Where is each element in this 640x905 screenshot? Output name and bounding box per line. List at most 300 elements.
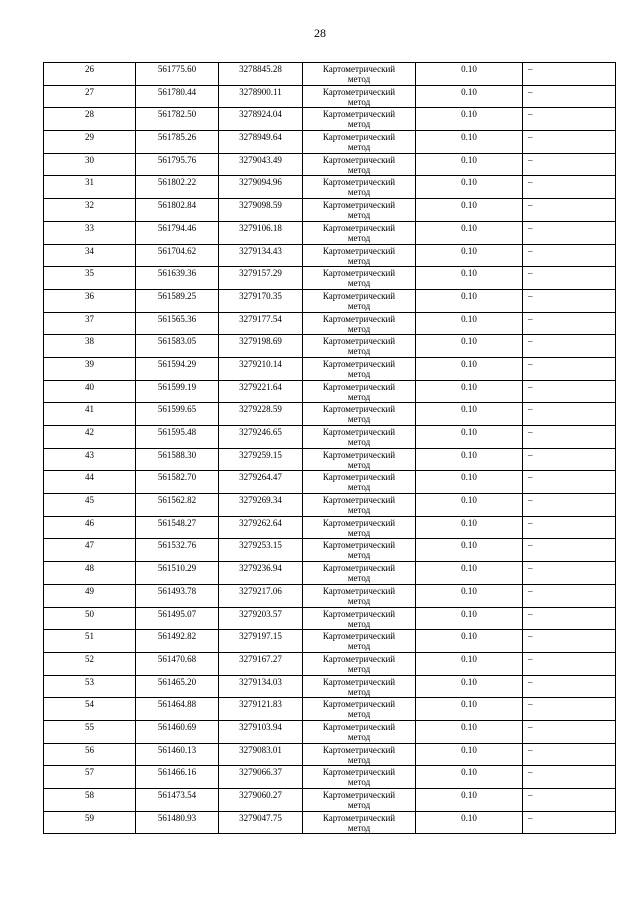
accuracy-cell-text: 0.10 (461, 608, 477, 619)
x-coordinate-cell-text: 561460.69 (157, 721, 197, 732)
table-row (44, 630, 616, 653)
extra-cell (523, 131, 616, 154)
y-coordinate-cell (219, 494, 303, 517)
y-coordinate-cell (219, 85, 303, 108)
table-row (44, 357, 616, 380)
accuracy-cell (416, 698, 523, 721)
method-cell (303, 720, 416, 743)
point-number-cell (44, 199, 136, 222)
extra-cell (523, 176, 616, 199)
accuracy-cell (416, 448, 523, 471)
y-coordinate-cell (219, 131, 303, 154)
method-cell-text: Картометрический метод (322, 812, 396, 833)
accuracy-cell-text: 0.10 (461, 404, 477, 415)
extra-cell (523, 448, 616, 471)
x-coordinate-cell-text: 561780.44 (157, 86, 197, 97)
y-coordinate-cell (219, 584, 303, 607)
extra-cell-text: – (528, 404, 533, 415)
point-number-cell-text: 54 (85, 699, 94, 710)
accuracy-cell (416, 221, 523, 244)
extra-cell (523, 289, 616, 312)
point-number-cell (44, 380, 136, 403)
extra-cell-text: – (528, 313, 533, 324)
point-number-cell (44, 335, 136, 358)
x-coordinate-cell (136, 199, 219, 222)
point-number-cell-text: 52 (85, 653, 94, 664)
point-number-cell (44, 539, 136, 562)
table-row (44, 494, 616, 517)
x-coordinate-cell-text: 561704.62 (157, 245, 197, 256)
x-coordinate-cell (136, 108, 219, 131)
method-cell-text: Картометрический метод (322, 177, 396, 198)
extra-cell-text: – (528, 721, 533, 732)
accuracy-cell (416, 675, 523, 698)
extra-cell (523, 789, 616, 812)
y-coordinate-cell-text: 3279264.47 (239, 472, 282, 483)
method-cell (303, 312, 416, 335)
extra-cell (523, 403, 616, 426)
accuracy-cell-text: 0.10 (461, 721, 477, 732)
table-row (44, 335, 616, 358)
accuracy-cell (416, 494, 523, 517)
accuracy-cell (416, 607, 523, 630)
x-coordinate-cell (136, 289, 219, 312)
extra-cell-text: – (528, 200, 533, 211)
y-coordinate-cell (219, 766, 303, 789)
extra-cell-text: – (528, 608, 533, 619)
x-coordinate-cell-text: 561465.20 (157, 676, 197, 687)
x-coordinate-cell-text: 561583.05 (157, 336, 197, 347)
point-number-cell (44, 743, 136, 766)
x-coordinate-cell (136, 267, 219, 290)
point-number-cell (44, 403, 136, 426)
x-coordinate-cell-text: 561594.29 (157, 358, 197, 369)
method-cell (303, 108, 416, 131)
point-number-cell (44, 357, 136, 380)
point-number-cell-text: 31 (85, 177, 94, 188)
extra-cell (523, 539, 616, 562)
method-cell (303, 380, 416, 403)
point-number-cell-text: 58 (85, 790, 94, 800)
accuracy-cell (416, 380, 523, 403)
method-cell (303, 743, 416, 766)
point-number-cell-text: 38 (85, 336, 94, 347)
x-coordinate-cell-text: 561473.54 (157, 790, 197, 800)
point-number-cell (44, 471, 136, 494)
x-coordinate-cell (136, 607, 219, 630)
method-cell (303, 789, 416, 812)
x-coordinate-cell-text: 561639.36 (157, 268, 197, 279)
point-number-cell (44, 153, 136, 176)
x-coordinate-cell (136, 630, 219, 653)
accuracy-cell (416, 85, 523, 108)
table-row (44, 675, 616, 698)
x-coordinate-cell (136, 221, 219, 244)
method-cell (303, 811, 416, 834)
x-coordinate-cell (136, 335, 219, 358)
table-row (44, 607, 616, 630)
extra-cell (523, 63, 616, 86)
table-row (44, 312, 616, 335)
y-coordinate-cell-text: 3279167.27 (239, 653, 282, 664)
x-coordinate-cell-text: 561460.13 (157, 744, 197, 755)
table-row (44, 267, 616, 290)
table-row (44, 403, 616, 426)
x-coordinate-cell-text: 561510.29 (157, 563, 197, 574)
point-number-cell (44, 267, 136, 290)
method-cell-text: Картометрический метод (322, 313, 396, 334)
y-coordinate-cell-text: 3279083.01 (239, 744, 282, 755)
extra-cell-text: – (528, 699, 533, 710)
y-coordinate-cell (219, 153, 303, 176)
y-coordinate-cell (219, 199, 303, 222)
accuracy-cell-text: 0.10 (461, 540, 477, 551)
extra-cell (523, 380, 616, 403)
accuracy-cell (416, 335, 523, 358)
table-row (44, 221, 616, 244)
method-cell-text: Картометрический метод (322, 790, 396, 810)
y-coordinate-cell-text: 3279203.57 (239, 608, 282, 619)
table-row (44, 539, 616, 562)
accuracy-cell-text: 0.10 (461, 472, 477, 483)
accuracy-cell (416, 267, 523, 290)
extra-cell (523, 153, 616, 176)
y-coordinate-cell (219, 176, 303, 199)
x-coordinate-cell (136, 380, 219, 403)
point-number-cell-text: 30 (85, 154, 94, 165)
point-number-cell-text: 47 (85, 540, 94, 551)
y-coordinate-cell (219, 221, 303, 244)
x-coordinate-cell-text: 561548.27 (157, 517, 197, 528)
y-coordinate-cell (219, 312, 303, 335)
point-number-cell (44, 584, 136, 607)
method-cell (303, 471, 416, 494)
table-row (44, 85, 616, 108)
point-number-cell-text: 36 (85, 290, 94, 301)
extra-cell-text: – (528, 222, 533, 233)
x-coordinate-cell-text: 561588.30 (157, 449, 197, 460)
y-coordinate-cell (219, 244, 303, 267)
accuracy-cell (416, 357, 523, 380)
point-number-cell-text: 57 (85, 767, 94, 778)
accuracy-cell-text: 0.10 (461, 744, 477, 755)
x-coordinate-cell-text: 561785.26 (157, 132, 197, 143)
method-cell (303, 766, 416, 789)
extra-cell (523, 221, 616, 244)
point-number-cell-text: 41 (85, 404, 94, 415)
y-coordinate-cell-text: 3279262.64 (239, 517, 282, 528)
y-coordinate-cell-text: 3279246.65 (239, 427, 282, 437)
method-cell-text: Картометрический метод (322, 404, 396, 425)
y-coordinate-cell-text: 3279157.29 (239, 268, 282, 279)
y-coordinate-cell-text: 3279094.96 (239, 177, 282, 188)
accuracy-cell (416, 131, 523, 154)
y-coordinate-cell-text: 3279221.64 (239, 381, 282, 392)
point-number-cell-text: 50 (85, 608, 94, 619)
table-row (44, 176, 616, 199)
accuracy-cell-text: 0.10 (461, 358, 477, 369)
accuracy-cell-text: 0.10 (461, 109, 477, 120)
extra-cell-text: – (528, 540, 533, 551)
accuracy-cell (416, 539, 523, 562)
x-coordinate-cell (136, 131, 219, 154)
extra-cell-text: – (528, 268, 533, 279)
extra-cell (523, 357, 616, 380)
x-coordinate-cell (136, 675, 219, 698)
method-cell (303, 675, 416, 698)
extra-cell (523, 720, 616, 743)
x-coordinate-cell (136, 562, 219, 585)
method-cell (303, 516, 416, 539)
accuracy-cell-text: 0.10 (461, 767, 477, 778)
point-number-cell-text: 40 (85, 381, 94, 392)
y-coordinate-cell-text: 3279236.94 (239, 563, 282, 574)
accuracy-cell-text: 0.10 (461, 64, 477, 74)
x-coordinate-cell (136, 312, 219, 335)
x-coordinate-cell (136, 448, 219, 471)
x-coordinate-cell-text: 561480.93 (157, 812, 197, 823)
table-row (44, 562, 616, 585)
extra-cell (523, 244, 616, 267)
x-coordinate-cell (136, 652, 219, 675)
accuracy-cell-text: 0.10 (461, 812, 477, 823)
x-coordinate-cell (136, 63, 219, 86)
extra-cell (523, 766, 616, 789)
x-coordinate-cell-text: 561466.16 (157, 767, 197, 778)
table-row (44, 743, 616, 766)
point-number-cell-text: 33 (85, 222, 94, 233)
y-coordinate-cell (219, 630, 303, 653)
accuracy-cell (416, 766, 523, 789)
point-number-cell (44, 516, 136, 539)
extra-cell-text: – (528, 790, 533, 800)
method-cell-text: Картометрический метод (322, 336, 396, 357)
page-number: 28 (314, 26, 326, 40)
x-coordinate-cell (136, 789, 219, 812)
table-row (44, 448, 616, 471)
x-coordinate-cell-text: 561464.88 (157, 699, 197, 710)
accuracy-cell (416, 244, 523, 267)
accuracy-cell (416, 516, 523, 539)
point-number-cell (44, 448, 136, 471)
table-row (44, 131, 616, 154)
point-number-cell-text: 46 (85, 517, 94, 528)
y-coordinate-cell (219, 357, 303, 380)
table-row (44, 471, 616, 494)
y-coordinate-cell-text: 3279043.49 (239, 154, 282, 165)
accuracy-cell (416, 176, 523, 199)
extra-cell-text: – (528, 563, 533, 574)
point-number-cell-text: 34 (85, 245, 94, 256)
extra-cell-text: – (528, 109, 533, 120)
extra-cell-text: – (528, 427, 533, 437)
method-cell (303, 335, 416, 358)
x-coordinate-cell (136, 584, 219, 607)
table-row (44, 153, 616, 176)
table-row (44, 584, 616, 607)
x-coordinate-cell-text: 561599.19 (157, 381, 197, 392)
extra-cell-text: – (528, 86, 533, 97)
table-row (44, 63, 616, 86)
point-number-cell (44, 176, 136, 199)
method-cell (303, 131, 416, 154)
accuracy-cell-text: 0.10 (461, 222, 477, 233)
method-cell (303, 630, 416, 653)
method-cell-text: Картометрический метод (322, 585, 396, 606)
x-coordinate-cell (136, 720, 219, 743)
accuracy-cell (416, 743, 523, 766)
table-row (44, 811, 616, 834)
point-number-cell (44, 720, 136, 743)
method-cell-text: Картометрический метод (322, 608, 396, 629)
y-coordinate-cell-text: 3279259.15 (239, 449, 282, 460)
method-cell-text: Картометрический метод (322, 653, 396, 674)
x-coordinate-cell (136, 539, 219, 562)
extra-cell-text: – (528, 290, 533, 301)
point-number-cell-text: 37 (85, 313, 94, 324)
method-cell-text: Картометрический метод (322, 449, 396, 470)
method-cell-text: Картометрический метод (322, 290, 396, 311)
point-number-cell (44, 131, 136, 154)
extra-cell (523, 562, 616, 585)
extra-cell-text: – (528, 336, 533, 347)
y-coordinate-cell-text: 3279177.54 (239, 313, 282, 324)
accuracy-cell (416, 630, 523, 653)
y-coordinate-cell-text: 3279103.94 (239, 721, 282, 732)
extra-cell-text: – (528, 812, 533, 823)
extra-cell (523, 267, 616, 290)
accuracy-cell (416, 789, 523, 812)
method-cell (303, 403, 416, 426)
method-cell-text: Картометрический метод (322, 132, 396, 153)
x-coordinate-cell-text: 561589.25 (157, 290, 197, 301)
point-number-cell (44, 108, 136, 131)
method-cell-text: Картометрический метод (322, 472, 396, 493)
method-cell-text: Картометрический метод (322, 381, 396, 402)
accuracy-cell (416, 312, 523, 335)
point-number-cell-text: 39 (85, 358, 94, 369)
point-number-cell-text: 55 (85, 721, 94, 732)
accuracy-cell-text: 0.10 (461, 699, 477, 710)
accuracy-cell (416, 652, 523, 675)
method-cell (303, 652, 416, 675)
point-number-cell (44, 494, 136, 517)
point-number-cell (44, 426, 136, 449)
extra-cell-text: – (528, 517, 533, 528)
y-coordinate-cell-text: 3279106.18 (239, 222, 282, 233)
method-cell (303, 539, 416, 562)
accuracy-cell-text: 0.10 (461, 676, 477, 687)
y-coordinate-cell (219, 811, 303, 834)
table-row (44, 289, 616, 312)
accuracy-cell-text: 0.10 (461, 449, 477, 460)
y-coordinate-cell (219, 789, 303, 812)
point-number-cell (44, 244, 136, 267)
x-coordinate-cell (136, 176, 219, 199)
point-number-cell-text: 43 (85, 449, 94, 460)
x-coordinate-cell-text: 561782.50 (157, 109, 197, 120)
extra-cell-text: – (528, 676, 533, 687)
extra-cell-text: – (528, 177, 533, 188)
accuracy-cell-text: 0.10 (461, 631, 477, 642)
point-number-cell (44, 221, 136, 244)
x-coordinate-cell (136, 357, 219, 380)
extra-cell-text: – (528, 245, 533, 256)
extra-cell (523, 516, 616, 539)
y-coordinate-cell (219, 539, 303, 562)
method-cell-text: Картометрический метод (322, 631, 396, 652)
point-number-cell (44, 85, 136, 108)
x-coordinate-cell-text: 561802.84 (157, 200, 197, 211)
coordinates-table-body (44, 63, 616, 834)
x-coordinate-cell (136, 471, 219, 494)
method-cell (303, 562, 416, 585)
extra-cell-text: – (528, 381, 533, 392)
accuracy-cell-text: 0.10 (461, 495, 477, 506)
accuracy-cell (416, 63, 523, 86)
point-number-cell-text: 42 (85, 427, 94, 437)
point-number-cell (44, 789, 136, 812)
y-coordinate-cell-text: 3279210.14 (239, 358, 282, 369)
table-row (44, 108, 616, 131)
extra-cell-text: – (528, 495, 533, 506)
accuracy-cell-text: 0.10 (461, 563, 477, 574)
x-coordinate-cell (136, 426, 219, 449)
y-coordinate-cell-text: 3279197.15 (239, 631, 282, 642)
y-coordinate-cell (219, 335, 303, 358)
table-row (44, 380, 616, 403)
y-coordinate-cell (219, 108, 303, 131)
accuracy-cell-text: 0.10 (461, 132, 477, 143)
method-cell (303, 85, 416, 108)
point-number-cell-text: 26 (85, 64, 94, 74)
method-cell (303, 607, 416, 630)
y-coordinate-cell-text: 3279060.27 (239, 790, 282, 800)
method-cell (303, 357, 416, 380)
extra-cell-text: – (528, 449, 533, 460)
method-cell-text: Картометрический метод (322, 767, 396, 788)
accuracy-cell-text: 0.10 (461, 313, 477, 324)
extra-cell (523, 108, 616, 131)
accuracy-cell-text: 0.10 (461, 245, 477, 256)
accuracy-cell-text: 0.10 (461, 177, 477, 188)
accuracy-cell (416, 562, 523, 585)
method-cell-text: Картометрический метод (322, 495, 396, 516)
extra-cell (523, 335, 616, 358)
point-number-cell (44, 675, 136, 698)
x-coordinate-cell-text: 561794.46 (157, 222, 197, 233)
y-coordinate-cell-text: 3279253.15 (239, 540, 282, 551)
method-cell (303, 221, 416, 244)
y-coordinate-cell (219, 380, 303, 403)
extra-cell (523, 199, 616, 222)
method-cell (303, 494, 416, 517)
y-coordinate-cell (219, 562, 303, 585)
x-coordinate-cell-text: 561802.22 (157, 177, 197, 188)
extra-cell-text: – (528, 631, 533, 642)
accuracy-cell (416, 108, 523, 131)
extra-cell (523, 426, 616, 449)
point-number-cell-text: 29 (85, 132, 94, 143)
method-cell-text: Картометрический метод (322, 200, 396, 221)
y-coordinate-cell-text: 3279047.75 (239, 812, 282, 823)
point-number-cell-text: 49 (85, 585, 94, 596)
method-cell (303, 267, 416, 290)
y-coordinate-cell-text: 3279134.03 (239, 676, 282, 687)
x-coordinate-cell-text: 561565.36 (157, 313, 197, 324)
y-coordinate-cell-text: 3279198.69 (239, 336, 282, 347)
method-cell (303, 176, 416, 199)
